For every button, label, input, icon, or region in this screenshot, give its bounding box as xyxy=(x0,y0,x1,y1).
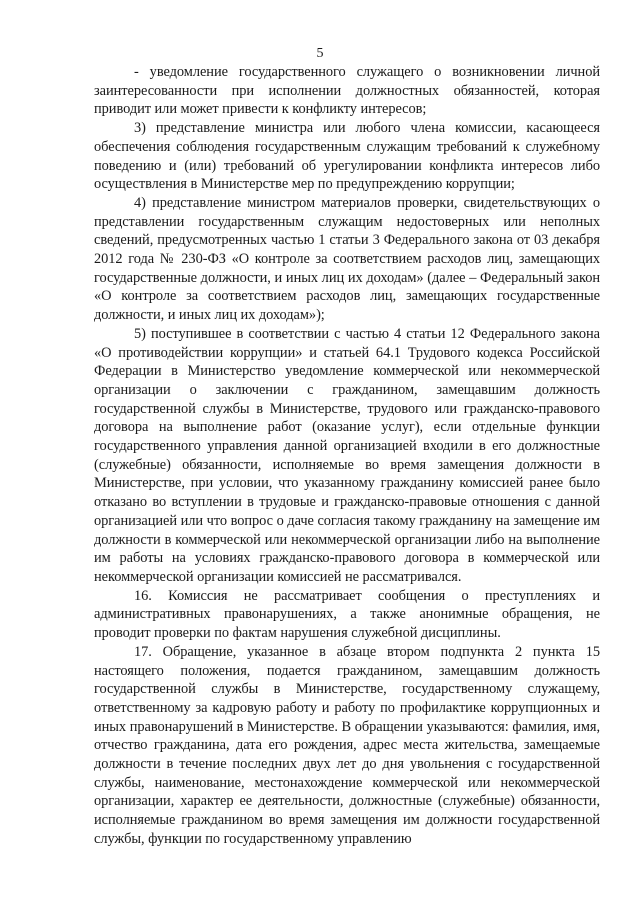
paragraph-conflict-notification: - уведомление государственного служащего о возникновении личной заинтересованности при исполнении должностных обязанностей, которая приводит или может привести к конфликту интересов; xyxy=(94,64,600,118)
paragraph-clause-17: 17. Обращение, указанное в абзаце втором подпункта 2 пункта 15 настоящего положения, подается гражданином, замещавшим должность государственной службы в Министерстве, государственному служащему, ответственному за кадровую работу и работу по профилактике коррупционных и иных правонарушений в Министерстве. В обращении указываются: фамилия, имя, отчество гражданина, дата его рождения, адрес места жительства, замещаемые должности в течение последних двух лет до дня увольнения с государственной службы, наименование, местонахождение коммерческой или некоммерческой организации, характер ее деятельности, должностные (служебные) обязанности, исполняемые гражданином во время замещения им должности государственной службы, функции по государственному управлению xyxy=(94,643,600,847)
paragraph-item-5: 5) поступившее в соответствии с частью 4 статьи 12 Федерального закона «О противодействии коррупции» и статьей 64.1 Трудового кодекса Российской Федерации в Министерство уведомление коммерческой или некоммерческой организации о заключении с гражданином, замещавшим должность государственной службы в Министерстве, трудового или гражданско-правового договора на выполнение работ (оказание услуг), если отдельные функции государственного управления данной организацией входили в его должностные (служебные) обязанности, исполняемые во время замещения должности в Министерстве, при условии, что указанному гражданину комиссией ранее было отказано во вступлении в трудовые и гражданско-правовые отношения с данной организацией или что вопрос о даче согласия такому гражданину на замещение им должности в коммерческой или некоммерческой организации либо на выполнение им работы на условиях гражданско-правового договора в коммерческой или некоммерческой организации комиссией не рассматривался. xyxy=(94,325,600,585)
page-number: 5 xyxy=(316,46,324,61)
paragraph-clause-16: 16. Комиссия не рассматривает сообщения о преступлениях и административных правонарушениях, а также анонимные обращения, не проводит проверки по фактам нарушения служебной дисциплины. xyxy=(94,587,600,642)
document-body xyxy=(94,63,600,849)
paragraph-item-3: 3) представление министра или любого члена комиссии, касающееся обеспечения соблюдения государственным служащим требований к служебному поведению и (или) требований об урегулировании конфликта интересов либо осуществления в Министерстве мер по предупреждению коррупции; xyxy=(94,120,600,193)
paragraph-item-4: 4) представление министром материалов проверки, свидетельствующих о представлении государственным служащим недостоверных или неполных сведений, предусмотренных частью 1 статьи 3 Федерального закона от 03 декабря 2012 года № 230-ФЗ «О контроле за соответствием расходов лиц, замещающих государственные должности, и иных лиц их доходам» (далее – Федеральный закон «О контроле за соответствием расходов лиц, замещающих государственные должности, и иных лиц их доходам»); xyxy=(94,194,600,324)
